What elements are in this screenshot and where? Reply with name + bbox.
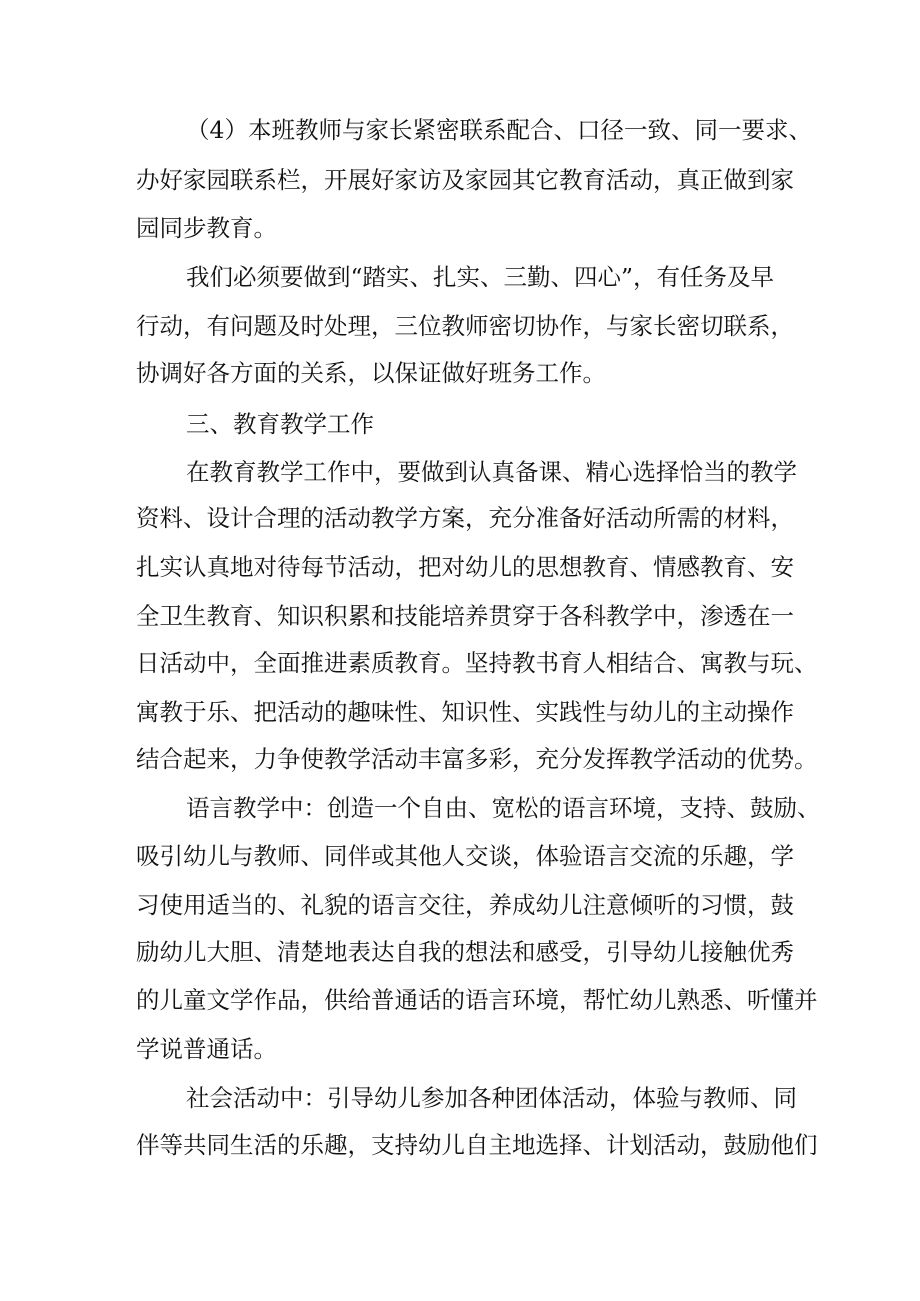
- text-line: 扎实认真地对待每节活动，把对幼儿的思想教育、情感教育、安: [136, 553, 794, 581]
- text-line: 资料、设计合理的活动教学方案，充分准备好活动所需的材料，: [136, 504, 794, 532]
- text-line: （4）本班教师与家长紧密联系配合、口径一致、同一要求、: [186, 116, 812, 144]
- text-line: 的儿童文学作品，供给普通话的语言环境，帮忙幼儿熟悉、听懂并: [136, 986, 818, 1014]
- text-line: 办好家园联系栏，开展好家访及家园其它教育活动，真正做到家: [136, 166, 794, 194]
- text-line: 习使用适当的、礼貌的语言交往，养成幼儿注意倾听的习惯，鼓: [136, 891, 794, 919]
- text-line: 协调好各方面的关系，以保证做好班务工作。: [136, 359, 606, 387]
- text-line: 学说普通话。: [136, 1035, 277, 1063]
- text-line: 吸引幼儿与教师、同伴或其他人交谈，体验语言交流的乐趣，学: [136, 842, 794, 870]
- text-line: 语言教学中：创造一个自由、宽松的语言环境，支持、鼓励、: [186, 794, 821, 822]
- text-line: 励幼儿大胆、清楚地表达自我的想法和感受，引导幼儿接触优秀: [136, 938, 794, 966]
- text-line: 寓教于乐、把活动的趣味性、知识性、实践性与幼儿的主动操作: [136, 698, 794, 726]
- text-line: 行动，有问题及时处理，三位教师密切协作，与家长密切联系，: [136, 312, 794, 340]
- text-line: 园同步教育。: [136, 214, 277, 242]
- text-line: 日活动中，全面推进素质教育。坚持教书育人相结合、寓教与玩、: [136, 649, 818, 677]
- text-line: 我们必须要做到“踏实、扎实、三勤、四心”，有任务及早: [186, 263, 775, 291]
- text-line: 在教育教学工作中，要做到认真备课、精心选择恰当的教学: [186, 458, 797, 486]
- text-line: 全卫生教育、知识积累和技能培养贯穿于各科教学中，渗透在一: [136, 602, 794, 630]
- text-line: 社会活动中：引导幼儿参加各种团体活动，体验与教师、同: [186, 1084, 797, 1112]
- text-line: 结合起来，力争使教学活动丰富多彩，充分发挥教学活动的优势。: [136, 745, 818, 773]
- section-heading: 三、教育教学工作: [186, 410, 374, 438]
- text-line: 伴等共同生活的乐趣，支持幼儿自主地选择、计划活动，鼓励他们: [136, 1131, 818, 1159]
